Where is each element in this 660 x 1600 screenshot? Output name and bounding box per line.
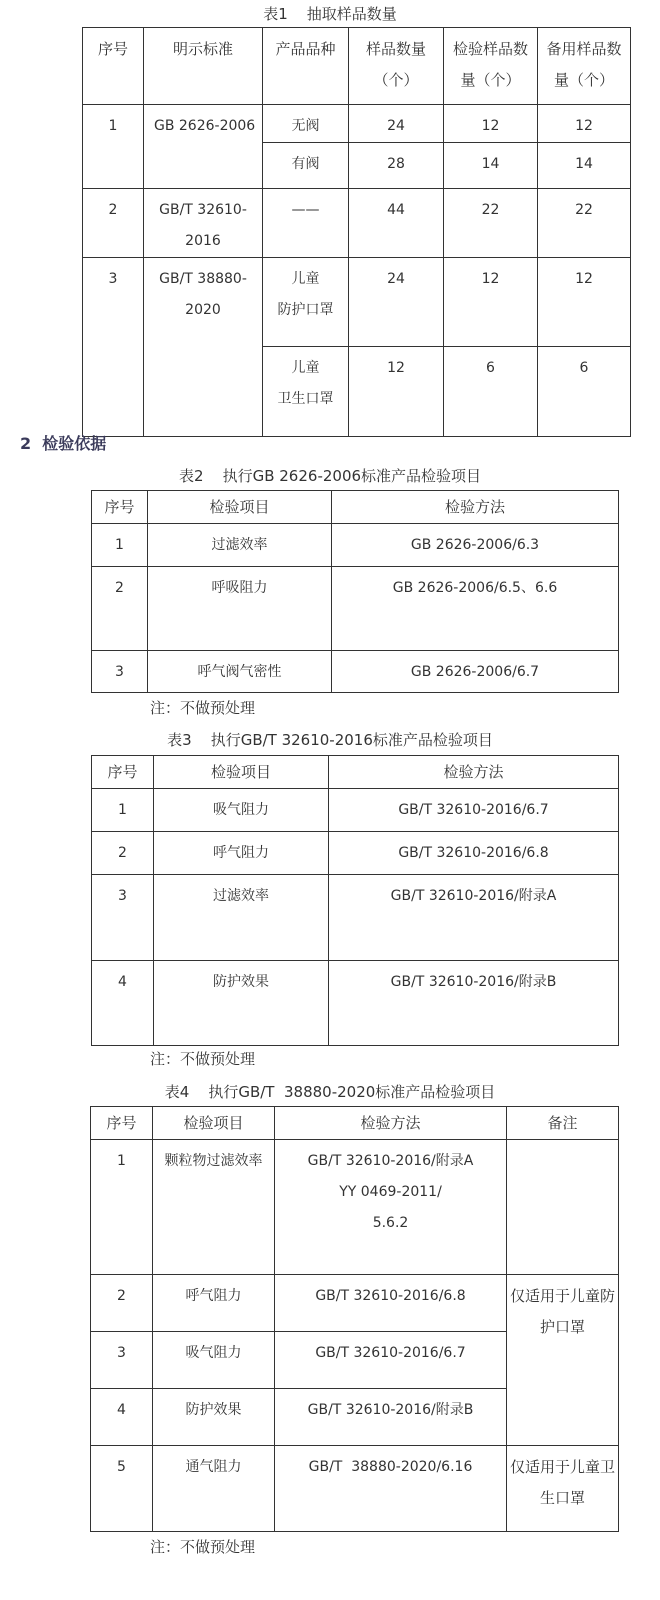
- header-cell: 检验方法: [275, 1107, 507, 1140]
- table-row: [92, 524, 619, 567]
- row-number: 3: [92, 875, 154, 961]
- remark-cell: [507, 1140, 619, 1275]
- backup-count-cell: 12: [538, 105, 631, 143]
- table4-caption: 表4 执行GB/T 38880-2020标准产品检验项目: [164, 1083, 496, 1101]
- header-cell: 序号: [92, 491, 148, 524]
- test-item-cell: 防护效果: [154, 961, 329, 1046]
- table1-caption: 表1 抽取样品数量: [263, 5, 397, 23]
- header-cell: 检验方法: [329, 756, 619, 789]
- variety-cell: 儿童 防护口罩: [263, 258, 349, 347]
- test-count-cell: 6: [444, 347, 538, 437]
- variety-cell: 有阀: [263, 143, 349, 189]
- row-number: 2: [92, 567, 148, 651]
- standard-cell: GB/T 32610- 2016: [144, 189, 263, 258]
- sample-count-cell: 24: [349, 105, 444, 143]
- gbt38880-test-items-table: [90, 1106, 619, 1532]
- remark-cell: 仅适用于儿童防护口罩: [507, 1275, 619, 1446]
- gb2626-test-items-table: [91, 490, 619, 693]
- test-item-cell: 吸气阻力: [153, 1332, 275, 1389]
- row-number: 2: [83, 189, 144, 258]
- test-method-cell: GB/T 32610-2016/6.7: [275, 1332, 507, 1389]
- table-row: [92, 961, 619, 1046]
- table4-note: 注：不做预处理: [150, 1538, 256, 1556]
- test-method-cell: GB/T 32610-2016/6.8: [329, 832, 619, 875]
- sample-count-cell: 28: [349, 143, 444, 189]
- test-item-cell: 呼吸阻力: [148, 567, 332, 651]
- test-item-cell: 呼气阀气密性: [148, 651, 332, 693]
- table2-note: 注：不做预处理: [150, 699, 256, 717]
- standard-cell: GB/T 38880- 2020: [144, 258, 263, 437]
- test-count-cell: 22: [444, 189, 538, 258]
- table-row: [83, 189, 631, 258]
- header-cell: 检验项目: [153, 1107, 275, 1140]
- header-cell: 产品品种: [263, 28, 349, 105]
- standard-cell: GB 2626-2006: [144, 105, 263, 189]
- test-item-cell: 过滤效率: [148, 524, 332, 567]
- test-item-cell: 吸气阻力: [154, 789, 329, 832]
- row-number: 1: [92, 524, 148, 567]
- header-cell: 样品数量 （个）: [349, 28, 444, 105]
- test-method-cell: GB 2626-2006/6.3: [332, 524, 619, 567]
- remark-cell: 仅适用于儿童卫生口罩: [507, 1446, 619, 1532]
- test-count-cell: 14: [444, 143, 538, 189]
- test-method-cell: GB/T 32610-2016/附录A YY 0469-2011/ 5.6.2: [275, 1140, 507, 1275]
- header-cell: 检验样品数 量（个）: [444, 28, 538, 105]
- header-cell: 检验方法: [332, 491, 619, 524]
- header-cell: 序号: [92, 756, 154, 789]
- test-item-cell: 呼气阻力: [153, 1275, 275, 1332]
- test-count-cell: 12: [444, 105, 538, 143]
- table-header-row: [92, 491, 619, 524]
- test-method-cell: GB/T 32610-2016/附录A: [329, 875, 619, 961]
- table-header-row: [92, 756, 619, 789]
- row-number: 3: [92, 651, 148, 693]
- backup-count-cell: 6: [538, 347, 631, 437]
- variety-cell: 无阀: [263, 105, 349, 143]
- variety-cell: ——: [263, 189, 349, 258]
- table2-caption: 表2 执行GB 2626-2006标准产品检验项目: [178, 467, 482, 485]
- sample-quantity-table: [82, 27, 631, 437]
- test-method-cell: GB/T 32610-2016/附录B: [275, 1389, 507, 1446]
- header-cell: 检验项目: [148, 491, 332, 524]
- sample-count-cell: 24: [349, 258, 444, 347]
- sample-count-cell: 12: [349, 347, 444, 437]
- test-item-cell: 通气阻力: [153, 1446, 275, 1532]
- test-count-cell: 12: [444, 258, 538, 347]
- row-number: 4: [92, 961, 154, 1046]
- test-item-cell: 过滤效率: [154, 875, 329, 961]
- table-row: [92, 651, 619, 693]
- table3-note: 注：不做预处理: [150, 1050, 256, 1068]
- section-title: 检验依据: [42, 434, 107, 453]
- table-header-row: [83, 28, 631, 105]
- test-method-cell: GB/T 38880-2020/6.16: [275, 1446, 507, 1532]
- table3-caption: 表3 执行GB/T 32610-2016标准产品检验项目: [167, 731, 493, 749]
- row-number: 2: [91, 1275, 153, 1332]
- header-cell: 检验项目: [154, 756, 329, 789]
- variety-cell: 儿童 卫生口罩: [263, 347, 349, 437]
- table-row: [91, 1446, 619, 1532]
- row-number: 1: [92, 789, 154, 832]
- table-row: [92, 875, 619, 961]
- test-method-cell: GB 2626-2006/6.5、6.6: [332, 567, 619, 651]
- table-row: [91, 1140, 619, 1275]
- test-method-cell: GB/T 32610-2016/6.8: [275, 1275, 507, 1332]
- row-number: 2: [92, 832, 154, 875]
- sample-count-cell: 44: [349, 189, 444, 258]
- test-item-cell: 颗粒物过滤效率: [153, 1140, 275, 1275]
- row-number: 3: [91, 1332, 153, 1389]
- backup-count-cell: 12: [538, 258, 631, 347]
- section-heading: [20, 434, 106, 454]
- header-cell: 明示标准: [144, 28, 263, 105]
- header-cell: 序号: [91, 1107, 153, 1140]
- row-number: 1: [91, 1140, 153, 1275]
- header-cell: 备注: [507, 1107, 619, 1140]
- table-row: [92, 789, 619, 832]
- test-method-cell: GB/T 32610-2016/附录B: [329, 961, 619, 1046]
- test-item-cell: 呼气阻力: [154, 832, 329, 875]
- backup-count-cell: 14: [538, 143, 631, 189]
- row-number: 1: [83, 105, 144, 189]
- test-method-cell: GB 2626-2006/6.7: [332, 651, 619, 693]
- header-cell: 备用样品数 量（个）: [538, 28, 631, 105]
- test-item-cell: 防护效果: [153, 1389, 275, 1446]
- row-number: 3: [83, 258, 144, 437]
- table-row: [83, 105, 631, 143]
- table-row: [83, 258, 631, 347]
- table-row: [92, 832, 619, 875]
- backup-count-cell: 22: [538, 189, 631, 258]
- table-row: [92, 567, 619, 651]
- gbt32610-test-items-table: [91, 755, 619, 1046]
- table-header-row: [91, 1107, 619, 1140]
- table-row: [91, 1275, 619, 1332]
- row-number: 5: [91, 1446, 153, 1532]
- section-number: 2: [20, 434, 32, 453]
- row-number: 4: [91, 1389, 153, 1446]
- header-cell: 序号: [83, 28, 144, 105]
- test-method-cell: GB/T 32610-2016/6.7: [329, 789, 619, 832]
